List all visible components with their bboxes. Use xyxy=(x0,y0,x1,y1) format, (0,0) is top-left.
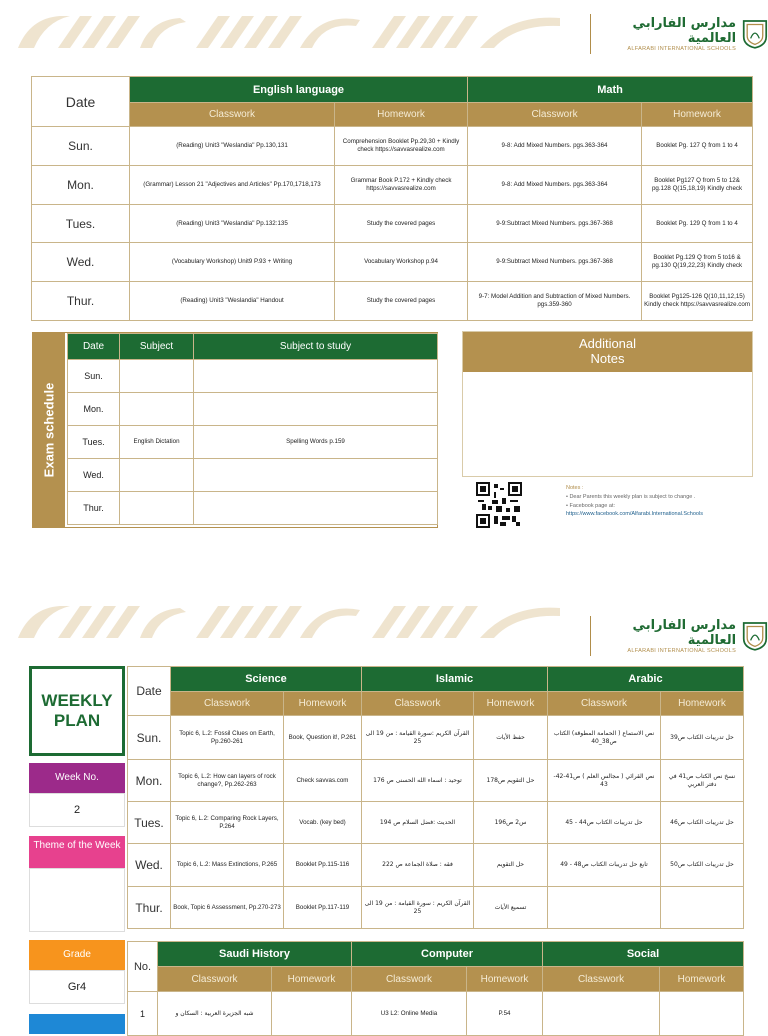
arabic-homework: حل تدريبات الكتاب ص39 xyxy=(661,716,744,760)
next-info-label xyxy=(29,1014,125,1034)
notes-line-2: • Facebook page at: xyxy=(566,502,616,509)
science-homework: Check savvas.com xyxy=(284,760,362,802)
arabic-classwork: نص الاستماع ( الحمامة المطوقة) الكتاب ص38_40 xyxy=(548,716,661,760)
day-label: Tues. xyxy=(68,426,120,459)
history-classwork: شبه الجزيرة العربية : السكان و xyxy=(158,992,272,1036)
table-row xyxy=(32,282,753,321)
arabic-classwork: حل تدريبات الكتاب ص44 - 45 xyxy=(548,802,661,844)
science-homework: Book, Question it!, P.261 xyxy=(284,716,362,760)
english-homework: Study the covered pages xyxy=(335,282,468,321)
facebook-link[interactable]: https://www.facebook.com/Alfarabi.International.Schools xyxy=(566,511,703,518)
weekly-plan-box xyxy=(29,666,125,756)
arabic-classwork: نص القرائي ( مجالس العلم ) ص41-42-43 xyxy=(548,760,661,802)
islamic-homework: س2 ص196 xyxy=(474,802,548,844)
notes-line-1: • Dear Parents this weekly plan is subject to change . xyxy=(566,493,696,500)
decorative-banner xyxy=(0,8,580,56)
row-number: 1 xyxy=(128,992,158,1036)
exam-study xyxy=(194,393,438,426)
school-name-english: ALFARABI INTERNATIONAL SCHOOLS xyxy=(627,648,737,654)
school-logo xyxy=(590,616,768,656)
english-classwork: (Vocabulary Workshop) Unit9 P.93 + Writing xyxy=(130,243,335,282)
subject-islamic: Islamic xyxy=(362,667,548,692)
exam-subject xyxy=(120,492,194,525)
subject-computer: Computer xyxy=(352,942,543,967)
classwork-header: Classwork xyxy=(362,692,474,716)
school-name-arabic: مدارس الفارابي العالمية xyxy=(632,16,737,46)
homework-header: Homework xyxy=(284,692,362,716)
islamic-classwork: فقه : صلاة الجماعة ص 222 xyxy=(362,844,474,887)
day-label: Sun. xyxy=(68,360,120,393)
subject-math: Math xyxy=(468,77,753,103)
day-label: Mon. xyxy=(32,166,130,205)
classwork-header: Classwork xyxy=(171,692,284,716)
week-no-value: 2 xyxy=(29,793,125,827)
day-label: Wed. xyxy=(68,459,120,492)
classwork-header: Classwork xyxy=(158,967,272,992)
english-classwork: (Reading) Unit3 "Weslandia" Pp.132:135 xyxy=(130,205,335,243)
arabic-homework: نسخ نص الكتاب ص41 في دفتر العربي xyxy=(661,760,744,802)
weekly-plan-title-1: WEEKLY xyxy=(41,691,113,710)
english-classwork: (Grammar) Lesson 21 "Adjectives and Articles" Pp.170,1718,173 xyxy=(130,166,335,205)
table-row xyxy=(32,243,753,282)
homework-header: Homework xyxy=(467,967,543,992)
day-label: Thur. xyxy=(128,887,171,929)
english-homework: Study the covered pages xyxy=(335,205,468,243)
table-row xyxy=(128,844,744,887)
weekly-schedule-table-2 xyxy=(127,666,744,929)
school-crest-icon xyxy=(742,17,768,51)
science-classwork: Topic 6, L.2: Comparing Rock Layers, P.264 xyxy=(171,802,284,844)
computer-homework: P.54 xyxy=(467,992,543,1036)
arabic-classwork: تابع حل تدريبات الكتاب ص48 - 49 xyxy=(548,844,661,887)
additional-notes-header xyxy=(463,332,752,372)
math-homework: Booklet Pg.129 Q from 5 to16 & pg.130 Q(19,22,23) Kindly check xyxy=(642,243,753,282)
math-classwork: 9-9:Subtract Mixed Numbers. pgs.367-368 xyxy=(468,243,642,282)
islamic-classwork: الحديث :فضل السلام ص 194 xyxy=(362,802,474,844)
homework-header: Homework xyxy=(474,692,548,716)
science-homework: Vocab. (key bed) xyxy=(284,802,362,844)
theme-label: Theme of the Week xyxy=(29,836,125,868)
day-label: Wed. xyxy=(32,243,130,282)
school-crest-icon xyxy=(742,619,768,653)
homework-header: Homework xyxy=(335,103,468,127)
math-classwork: 9-7: Model Addition and Subtraction of Mixed Numbers. pgs.359-360 xyxy=(468,282,642,321)
table-row xyxy=(32,127,753,166)
homework-header: Homework xyxy=(642,103,753,127)
homework-header: Homework xyxy=(272,967,352,992)
subject-english: English language xyxy=(130,77,468,103)
exam-schedule-box xyxy=(32,332,438,528)
social-classwork xyxy=(543,992,660,1036)
exam-study xyxy=(194,360,438,393)
table-row xyxy=(68,492,438,525)
science-classwork: Topic 6, L.2: Mass Extinctions, P.265 xyxy=(171,844,284,887)
weekly-plan-title-2: PLAN xyxy=(53,710,101,730)
islamic-homework: حل التقويم xyxy=(474,844,548,887)
english-homework: Grammar Book P.172 + Kindly check https://savvasrealize.com xyxy=(335,166,468,205)
exam-subject: English Dictation xyxy=(120,426,194,459)
weekly-schedule-table-1 xyxy=(31,76,753,321)
islamic-homework: حفظ الأيات xyxy=(474,716,548,760)
computer-classwork: U3 L2: Online Media xyxy=(352,992,467,1036)
exam-study-header: Subject to study xyxy=(194,334,438,360)
table-row xyxy=(68,360,438,393)
day-label: Wed. xyxy=(128,844,171,887)
table-row xyxy=(68,426,438,459)
islamic-classwork: توحيد : اسماء الله الحسنى ص 176 xyxy=(362,760,474,802)
classwork-header: Classwork xyxy=(352,967,467,992)
exam-subject xyxy=(120,360,194,393)
table-row xyxy=(128,887,744,929)
day-label: Thur. xyxy=(68,492,120,525)
classwork-header: Classwork xyxy=(548,692,661,716)
subject-science: Science xyxy=(171,667,362,692)
islamic-classwork: القرآن الكريم :سورة القيامة : من 19 الى 25 xyxy=(362,716,474,760)
table-row xyxy=(128,716,744,760)
notes-text xyxy=(566,484,756,519)
grade-value: Gr4 xyxy=(29,970,125,1004)
table-row xyxy=(32,166,753,205)
table-row xyxy=(68,393,438,426)
arabic-homework: حل تدريبات الكتاب ص46 xyxy=(661,802,744,844)
math-classwork: 9-8: Add Mixed Numbers. pgs.363-364 xyxy=(468,127,642,166)
science-classwork: Topic 6, L.2: Fossil Clues on Earth, Pp.260-261 xyxy=(171,716,284,760)
islamic-classwork: القرآن الكريم : سورة القيامة : من 19 الى 25 xyxy=(362,887,474,929)
exam-subject xyxy=(120,459,194,492)
notes-title-line1: Additional xyxy=(578,336,637,351)
math-homework: Booklet Pg. 129 Q from 1 to 4 xyxy=(642,205,753,243)
arabic-classwork xyxy=(548,887,661,929)
classwork-header: Classwork xyxy=(130,103,335,127)
day-label: Mon. xyxy=(128,760,171,802)
table-row xyxy=(128,802,744,844)
english-classwork: (Reading) Unit3 "Weslandia" Handout xyxy=(130,282,335,321)
english-homework: Comprehension Booklet Pp.29,30 + Kindly check https://savvasrealize.com xyxy=(335,127,468,166)
weekly-schedule-table-3 xyxy=(127,941,744,1036)
day-label: Tues. xyxy=(32,205,130,243)
subject-arabic: Arabic xyxy=(548,667,744,692)
exam-schedule-label: Exam schedule xyxy=(41,382,57,478)
exam-study: Spelling Words p.159 xyxy=(194,426,438,459)
math-classwork: 9-8: Add Mixed Numbers. pgs.363-364 xyxy=(468,166,642,205)
date-header: Date xyxy=(128,667,171,716)
exam-table xyxy=(67,333,438,525)
english-homework: Vocabulary Workshop p.94 xyxy=(335,243,468,282)
subject-saudi-history: Saudi History xyxy=(158,942,352,967)
classwork-header: Classwork xyxy=(543,967,660,992)
date-header: Date xyxy=(32,77,130,127)
math-homework: Booklet Pg125-126 Q(10,11,12,15) Kindly check https://savvasrealize.com xyxy=(642,282,753,321)
math-homework: Booklet Pg. 127 Q from 1 to 4 xyxy=(642,127,753,166)
exam-study xyxy=(194,492,438,525)
table-row xyxy=(68,459,438,492)
subject-social: Social xyxy=(543,942,744,967)
day-label: Thur. xyxy=(32,282,130,321)
table-row xyxy=(128,992,744,1036)
additional-notes-box xyxy=(462,331,753,477)
math-classwork: 9-9:Subtract Mixed Numbers. pgs.367-368 xyxy=(468,205,642,243)
day-label: Sun. xyxy=(128,716,171,760)
islamic-homework: تسميع الأيات xyxy=(474,887,548,929)
school-name-english: ALFARABI INTERNATIONAL SCHOOLS xyxy=(627,46,737,52)
social-homework xyxy=(660,992,744,1036)
homework-header: Homework xyxy=(660,967,744,992)
school-name-arabic: مدارس الفارابي العالمية xyxy=(632,618,737,648)
grade-label: Grade xyxy=(29,940,125,970)
exam-date-header: Date xyxy=(68,334,120,360)
no-header: No. xyxy=(128,942,158,992)
week-no-label: Week No. xyxy=(29,763,125,793)
math-homework: Booklet Pg127 Q from 5 to 12& pg.128 Q(15,18,19) Kindly check xyxy=(642,166,753,205)
school-logo xyxy=(590,14,768,54)
theme-value xyxy=(29,868,125,932)
day-label: Sun. xyxy=(32,127,130,166)
exam-study xyxy=(194,459,438,492)
arabic-homework: حل تدريبات الكتاب ص50 xyxy=(661,844,744,887)
notes-label: Notes : xyxy=(566,485,584,491)
history-homework xyxy=(272,992,352,1036)
homework-header: Homework xyxy=(661,692,744,716)
table-row xyxy=(128,760,744,802)
classwork-header: Classwork xyxy=(468,103,642,127)
arabic-homework xyxy=(661,887,744,929)
science-homework: Booklet Pp.117-119 xyxy=(284,887,362,929)
decorative-banner xyxy=(0,598,580,646)
islamic-homework: حل التقويم ص178 xyxy=(474,760,548,802)
science-homework: Booklet Pp.115-116 xyxy=(284,844,362,887)
exam-subject xyxy=(120,393,194,426)
day-label: Mon. xyxy=(68,393,120,426)
english-classwork: (Reading) Unit3 "Weslandia" Pp.130,131 xyxy=(130,127,335,166)
table-row xyxy=(32,205,753,243)
science-classwork: Book, Topic 6 Assessment, Pp.270-273 xyxy=(171,887,284,929)
exam-subject-header: Subject xyxy=(120,334,194,360)
science-classwork: Topic 6, L.2: How can layers of rock change?, Pp.262-263 xyxy=(171,760,284,802)
notes-title-line2: Notes xyxy=(590,351,625,366)
day-label: Tues. xyxy=(128,802,171,844)
exam-schedule-sidebar xyxy=(33,333,65,527)
qr-code-icon xyxy=(476,482,522,528)
